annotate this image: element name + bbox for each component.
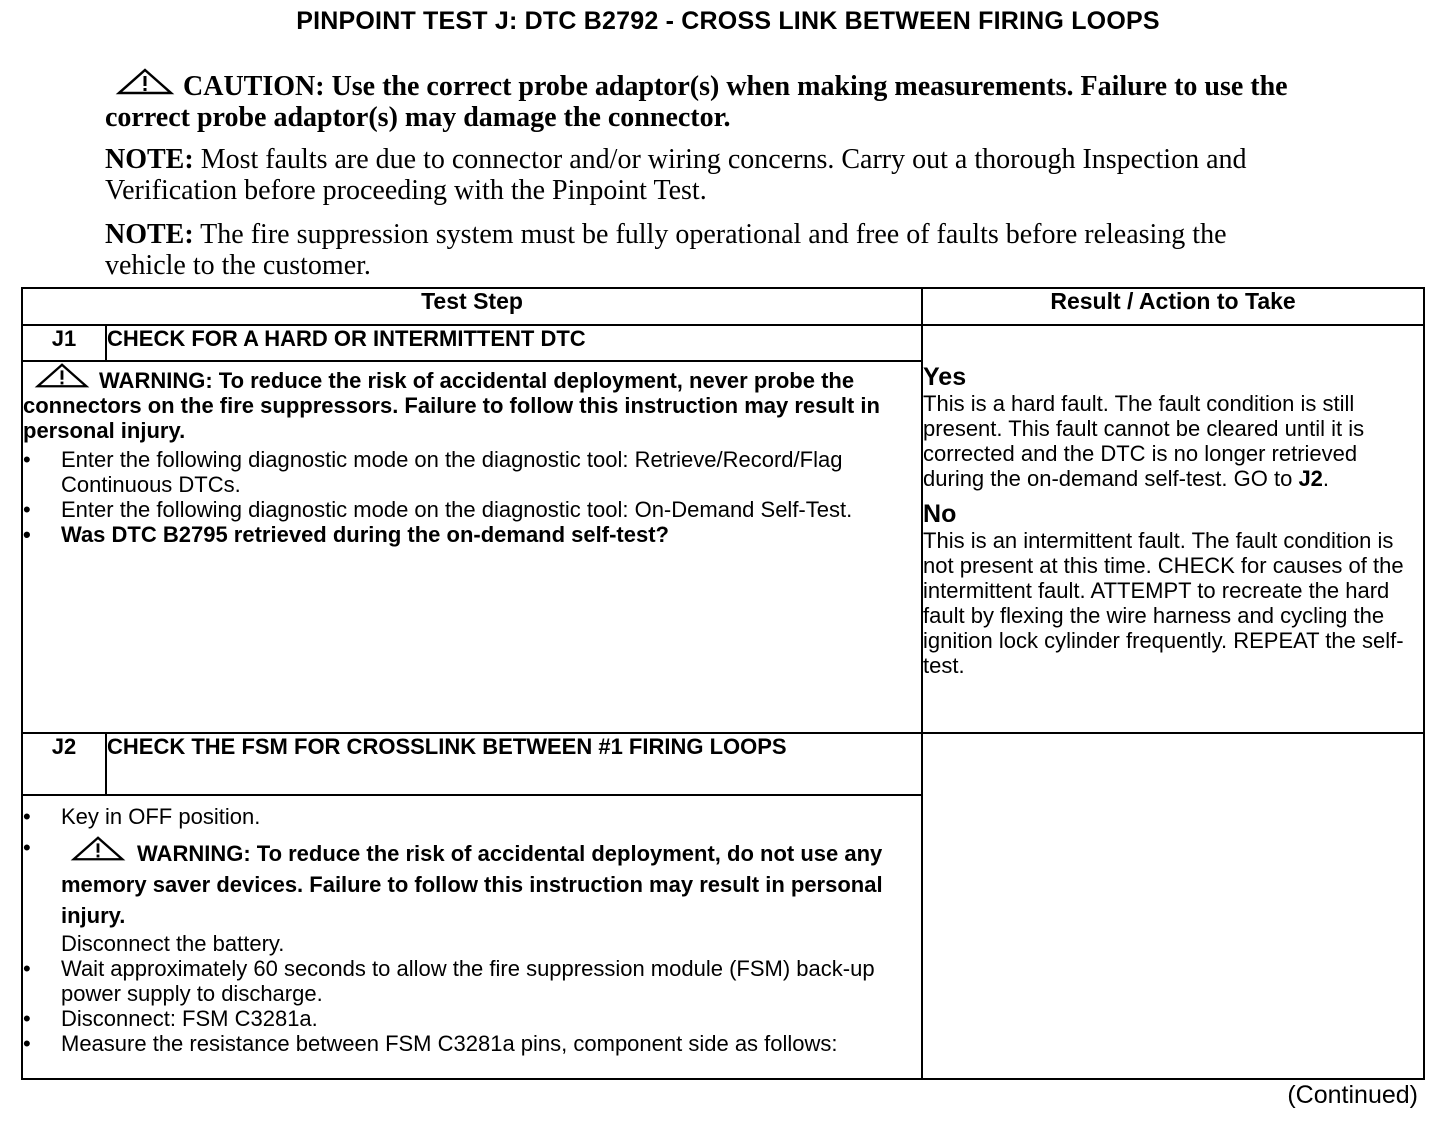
warning-text: WARNING: To reduce the risk of accidental deployment, do not use any memory saver devices. Failure to follow this instruction may result in personal injury. [61,841,883,928]
note-label: NOTE: [105,144,194,175]
list-item-warning [23,835,921,956]
page-title: PINPOINT TEST J: DTC B2792 - CROSS LINK BETWEEN FIRING LOOPS [296,7,1160,35]
caution-paragraph [105,67,1305,133]
list-item: • Wait approximately 60 seconds to allow the fire suppression module (FSM) back-up power supply to discharge. [23,956,921,1006]
step-j2-content [23,800,921,1078]
header-test-step: Test Step [22,288,922,325]
list-item: • Disconnect: FSM C3281a. [23,1006,921,1031]
warning-triangle-icon [115,67,175,97]
warning-triangle-icon [69,835,127,863]
step-j2-title-row [22,733,1424,795]
step-question: • Was DTC B2795 retrieved during the on-demand self-test? [23,522,921,547]
list-item: • Enter the following diagnostic mode on the diagnostic tool: On-Demand Self-Test. [23,497,921,522]
caution-text: Use the correct probe adaptor(s) when making measurements. Failure to use the correct probe adaptor(s) may damage the connector. [105,71,1288,133]
header-result-action: Result / Action to Take [922,288,1424,325]
result-j2 [922,733,1424,1079]
step-id-j2: J2 [22,733,106,795]
list-item: • Measure the resistance between FSM C3281a pins, component side as follows: [23,1031,921,1056]
goto-j2-link[interactable]: J2 [1298,466,1323,491]
step-id-j1: J1 [22,325,106,361]
list-item: • Enter the following diagnostic mode on the diagnostic tool: Retrieve/Record/Flag Continuous DTCs. [23,447,921,497]
warning-j1 [23,362,921,443]
note-paragraph-1 [105,144,1305,206]
warning-text: WARNING: To reduce the risk of accidental deployment, never probe the connectors on the fire suppressors. Failure to follow this instruction may result in personal injury. [23,368,880,443]
list-item: • Key in OFF position. [23,804,921,829]
step-title-j2: CHECK THE FSM FOR CROSSLINK BETWEEN #1 FIRING LOOPS [106,733,922,795]
caution-label: CAUTION: [183,71,325,102]
table-header-row [22,288,1424,325]
continued-label: (Continued) [1287,1081,1418,1109]
warning-triangle-icon [33,362,91,390]
step-body-j2 [22,795,922,1079]
step-title-j1: CHECK FOR A HARD OR INTERMITTENT DTC [106,325,922,361]
result-yes-body: This is a hard fault. The fault condition is still present. This fault cannot be cleared until it is corrected and the DTC is no longer retrieved during the on-demand self-test. GO to [923,391,1365,491]
result-yes-label: Yes [923,363,967,391]
step-j1-title-row [22,325,1424,361]
note-text: The fire suppression system must be fully operational and free of faults before releasing the vehicle to the customer. [105,219,1227,281]
result-yes-end: . [1322,466,1330,491]
test-step-table [21,287,1425,1080]
result-no-text: This is an intermittent fault. The fault condition is not present at this time. CHECK for causes of the intermittent fault. ATTEMPT to recreate the hard fault by flexing the wire harness and cycling the ignition lock cylinder frequently. REPEAT the self-test. [923,528,1404,678]
note-paragraph-2 [105,219,1305,281]
note-text: Most faults are due to connector and/or wiring concerns. Carry out a thorough Inspection and Verification before proceeding with the Pinpoint Test. [105,144,1247,206]
result-j1 [922,325,1424,733]
step-body-j1 [22,361,922,733]
note-label: NOTE: [105,219,194,250]
step-j2-bullets [61,804,921,1056]
result-yes-text [923,391,1423,491]
after-warning-text: Disconnect the battery. [61,931,285,956]
result-no-label: No [923,500,957,528]
step-j1-bullets [61,447,921,547]
